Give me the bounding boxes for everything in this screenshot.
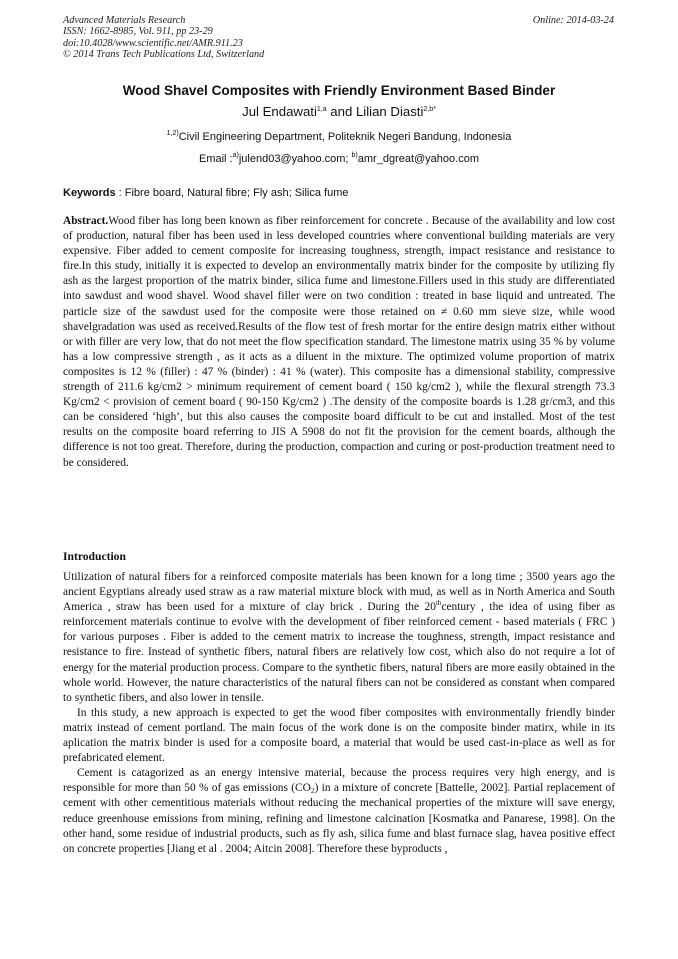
intro-paragraph-1: Utilization of natural fibers for a reinforced composite materials has been known for a long time ; 3500 years ago the ancient Egyptians already used straw as a raw material mixture block with mud, as well as in North America and South America , straw has been used for a mixture of clay brick . During the 20thcentury , the idea of using fiber as reinforcement materials continue to evolve with the development of fiber reinforced cement - based materials ( FRC ) for various purposes . Fiber is added to the cement matrix to increase the toughness, strength, impact resistance and resistance to fire. Instead of synthetic fibers, natural fibers are relatively low cost, which also do not require a lot of energy for the material production process. Compare to the synthetic fibers, natural fibers are more easily obtained in the whole world. However, the nature characteristics of the natural fibers can not be considered as constant when compared to synthetic fibers, and also lower in tensile. — [63, 571, 615, 704]
issn-line: ISSN: 1662-8985, Vol. 911, pp 23-29 — [63, 26, 213, 38]
email-b-marker: b) — [351, 152, 358, 159]
author-1-affil: 1,a — [316, 106, 327, 113]
affiliation-text: Civil Engineering Department, Politeknik Negeri Bandung, Indonesia — [178, 131, 512, 143]
abstract-text: Wood fiber has long been known as fiber reinforcement for concrete . Because of the availability and low cost of production, natural fiber has been used in less developed countries where conventional building materials are very expensive. Fiber added to cement composite for increasing toughness, strength, impact resistance and resistance to fire.In this study, initially it is expected to develop an environmentally matrix binder for the composite by utilizing fly ash as the largest proportion of the matrix binder, silica fume and limestone.Fillers used in this study are differentiated into sawdust and wood shavel. Wood shavel filler were on two condition : treated in base liquid and untreated. The particle size of the sawdust used for the composite were those retained on ≠ 0.60 mm sieve size, while wood shavelgradation was used as received.Results of the flow test of fresh mortar for the entire design matrix either without or with filler are very low, that do not meet the flow specification standard. The limestone matrix using 35 % by volume has a low compressive strength , as it acts as a diluent in the mixture. The optimized volume proportion of matrix composites is 12 % (filler) : 47 % (binder) : 41 % (water). This composite has a dimensional stability, compressive strength of 211.6 kg/cm2 > minimum requirement of cement board ( 150 kg/cm2 ), while the flexural strength 73.3 Kg/cm2 < provision of cement board ( 90-150 Kg/cm2 ) .The density of the composite boards is 1.28 gr/cm3, and this can be considered ‘high’, but this also causes the composite board difficult to be cut and installed. Most of the test results on the composite board referring to JIS A 5908 do not fit the provision for the cement boards, although the difference is not too great. Therefore, during the production, compaction and curing or post-production treatment need to be considered. — [63, 215, 615, 469]
author-conjunction: and — [326, 104, 356, 119]
introduction-section — [63, 570, 615, 857]
email-prefix: Email : — [198, 153, 233, 165]
abstract-label: Abstract. — [63, 215, 109, 227]
author-2: Lilian Diasti — [355, 104, 424, 119]
author-1: Jul Endawati — [242, 104, 317, 119]
keywords-line — [63, 187, 349, 199]
keywords-label: Keywords — [63, 187, 116, 199]
doi-line: doi:10.4028/www.scientific.net/AMR.911.23 — [63, 37, 243, 49]
keywords-text: : Fibre board, Natural fibre; Fly ash; Silica fume — [115, 187, 349, 199]
journal-header — [63, 15, 264, 61]
author-2-affil: 2,b* — [423, 106, 436, 113]
email-line — [0, 153, 678, 165]
intro-paragraph-3: Cement is catagorized as an energy intensive material, because the process requires very high energy, and is responsible for more than 50 % of gas emissions $(CO_2)$ in a mixture of concrete [Battelle, 2002]. Partial replacement of cement with other cementitious materials without reducing the mechanical properties of the mixture will save energy, reduce greenhouse emissions from mining, refining and limestone calcination [Kosmatka and Panarese, 1998]. On the other hand, some residue of industrial products, such as fly ash, silica fume and blast furnace slag, havea positive effect on concrete properties [Jiang et al . 2004; Aitcin 2008]. Therefore these byproducts , — [63, 767, 615, 855]
email-b[interactable]: amr_dgreat@yahoo.com — [357, 153, 479, 165]
paper-title: Wood Shavel Composites with Friendly Environment Based Binder — [122, 83, 556, 98]
author-line — [0, 104, 678, 119]
copyright-line: © 2014 Trans Tech Publications Ltd, Switzerland — [63, 49, 265, 61]
email-a-marker: a) — [232, 152, 239, 159]
intro-paragraph-2: In this study, a new approach is expected to get the wood fiber composites with environmentally friendly binder matrix instead of cement portland. The main focus of the work done is on the composite binder matirx, while in its aplication the matrix binder is used for a composite board, a material that would be used cast-in-place as well as for prefabricated element. — [63, 706, 615, 765]
affiliation-marker: 1,2) — [166, 130, 179, 137]
email-a[interactable]: julend03@yahoo.com; — [238, 153, 352, 165]
journal-name: Advanced Materials Research — [63, 15, 186, 26]
introduction-heading: Introduction — [63, 550, 126, 563]
online-date: Online: 2014-03-24 — [532, 15, 614, 26]
abstract-section — [63, 214, 615, 471]
affiliation-line — [0, 131, 678, 143]
